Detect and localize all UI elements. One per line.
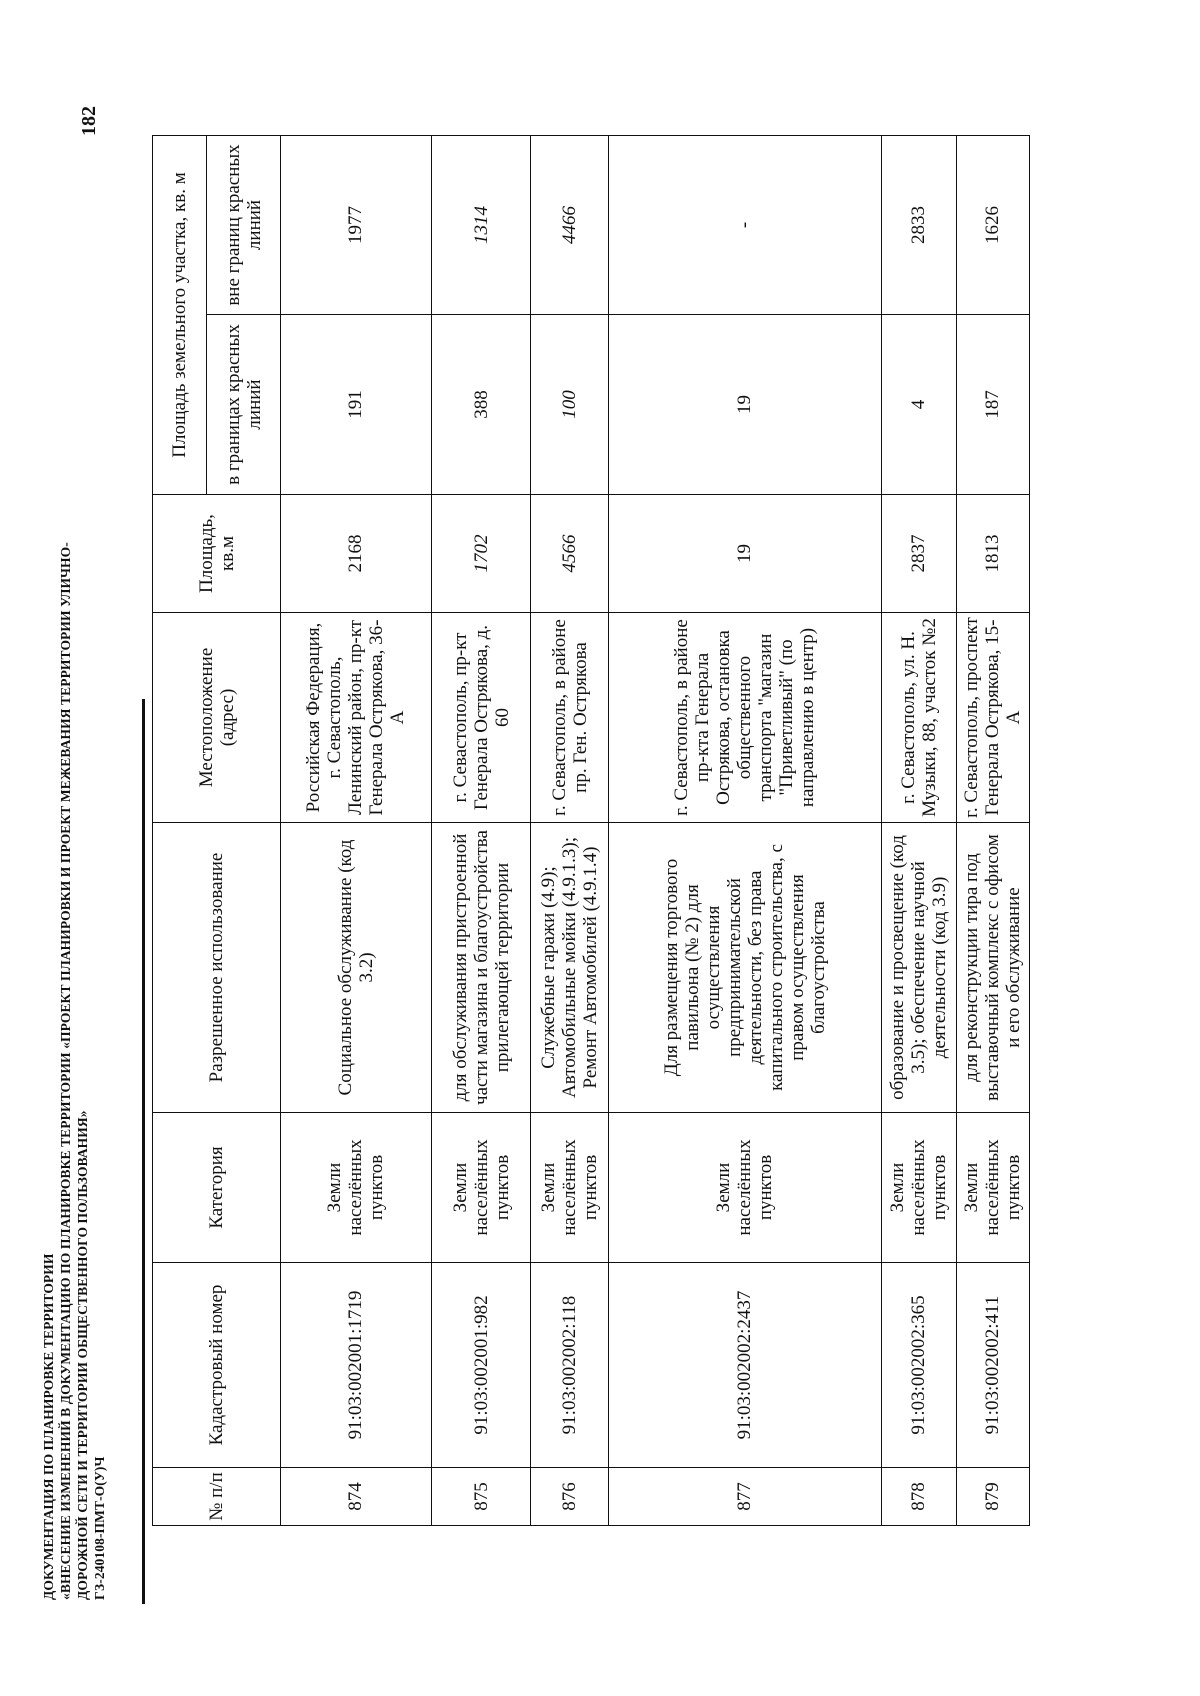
col-header-area: Площадь, кв.м [153,495,281,613]
cell-inside: 388 [431,315,531,495]
cell-use: Служебные гаражи (4.9); Автомобильные мойки (4.9.1.3); Ремонт Автомобилей (4.9.1.4) [531,823,609,1113]
cell-location: г. Севастополь, ул. Н. Музыки, 88, участок №2 [881,613,956,823]
cell-category: Земли населённых пунктов [881,1113,956,1263]
cell-num: 877 [608,1468,881,1526]
header-line-1: ДОКУМЕНТАЦИЯ ПО ПЛАНИРОВКЕ ТЕРРИТОРИИ [41,1253,56,1600]
table-row [608,136,881,1526]
cell-area: 1813 [956,495,1029,613]
header-line-3: ДОРОЖНОЙ СЕТИ И ТЕРРИТОРИИ ОБЩЕСТВЕННОГО ПОЛЬЗОВАНИЯ» [75,1110,90,1600]
cell-num: 878 [881,1468,956,1526]
cell-inside: 187 [956,315,1029,495]
cell-outside: - [608,136,881,315]
cell-area: 2837 [881,495,956,613]
table-row [881,136,956,1526]
cell-num: 879 [956,1468,1029,1526]
col-header-num: № п/п [153,1468,281,1526]
cell-inside: 191 [281,315,432,495]
cell-use: для обслуживания пристроенной части магазина и благоустройства прилегающей территории [431,823,531,1113]
cell-outside: 1626 [956,136,1029,315]
cell-inside: 100 [531,315,609,495]
header-line-2: «ВНЕСЕНИЕ ИЗМЕНЕНИЙ В ДОКУМЕНТАЦИЮ ПО ПЛАНИРОВКЕ ТЕРРИТОРИИ «ПРОЕКТ ПЛАНИРОВКИ И ПРОЕКТ МЕЖЕВАНИЯ ТЕРРИТОРИИ УЛИЧНО- [58,542,73,1600]
cell-category: Земли населённых пунктов [431,1113,531,1263]
cell-location: г. Севастополь, пр-кт Генерала Острякова, д. 60 [431,613,531,823]
cell-cadastral: 91:03:002001:1719 [281,1263,432,1468]
header-divider [142,699,145,1604]
document-header [40,200,108,1600]
cell-num: 876 [531,1468,609,1526]
cell-outside: 1314 [431,136,531,315]
cell-location: Российская Федерация, г. Севастополь, Ленинский район, пр-кт Генерала Острякова, 36-А [281,613,432,823]
cell-use: Социальное обслуживание (код 3.2) [281,823,432,1113]
cell-outside: 1977 [281,136,432,315]
cell-num: 874 [281,1468,432,1526]
cell-location: г. Севастополь, в районе пр-кта Генерала Острякова, остановка общественного транспорта "магазин "Приветливый" (по направлению в центр) [608,613,881,823]
cell-cadastral: 91:03:002002:118 [531,1263,609,1468]
col-header-use: Разрешенное использование [153,823,281,1113]
col-header-inside-red-lines: в границах красных линий [207,315,281,495]
cell-inside: 19 [608,315,881,495]
cell-use: образование и просвещение (код 3.5); обеспечение научной деятельности (код 3.9) [881,823,956,1113]
col-header-category: Категория [153,1113,281,1263]
cell-cadastral: 91:03:002001:982 [431,1263,531,1468]
page-number: 182 [78,106,100,136]
col-header-location: Местоположение (адрес) [153,613,281,823]
cell-location: г. Севастополь, проспект Генерала Острякова, 15-А [956,613,1029,823]
cell-num: 875 [431,1468,531,1526]
header-line-4: ГЗ-240108-ПМТ-О(У)Ч [92,1456,107,1600]
cell-outside: 2833 [881,136,956,315]
cell-location: г. Севастополь, в районе пр. Ген. Острякова [531,613,609,823]
cell-category: Земли населённых пунктов [608,1113,881,1263]
cell-inside: 4 [881,315,956,495]
cell-category: Земли населённых пунктов [281,1113,432,1263]
cell-category: Земли населённых пунктов [956,1113,1029,1263]
land-plot-table [152,135,1030,1526]
cell-cadastral: 91:03:002002:411 [956,1263,1029,1468]
table-row [281,136,432,1526]
cell-area: 19 [608,495,881,613]
cell-cadastral: 91:03:002002:2437 [608,1263,881,1468]
cell-use: для реконструкции тира под выставочный комплекс с офисом и его обслуживание [956,823,1029,1113]
cell-area: 1702 [431,495,531,613]
cell-area: 2168 [281,495,432,613]
col-header-cadastral: Кадастровый номер [153,1263,281,1468]
col-header-outside-red-lines: вне границ красных линий [207,136,281,315]
cell-use: Для размещения торгового павильона (№ 2) для осуществления предпринимательской деятельности, без права капитального строительства, с правом осуществления благоустройства [608,823,881,1113]
cell-area: 4566 [531,495,609,613]
cell-outside: 4466 [531,136,609,315]
col-header-plot-area: Площадь земельного участка, кв. м [153,136,207,495]
cell-category: Земли населённых пунктов [531,1113,609,1263]
cell-cadastral: 91:03:002002:365 [881,1263,956,1468]
table-row [531,136,609,1526]
table-row [956,136,1029,1526]
table-row [431,136,531,1526]
